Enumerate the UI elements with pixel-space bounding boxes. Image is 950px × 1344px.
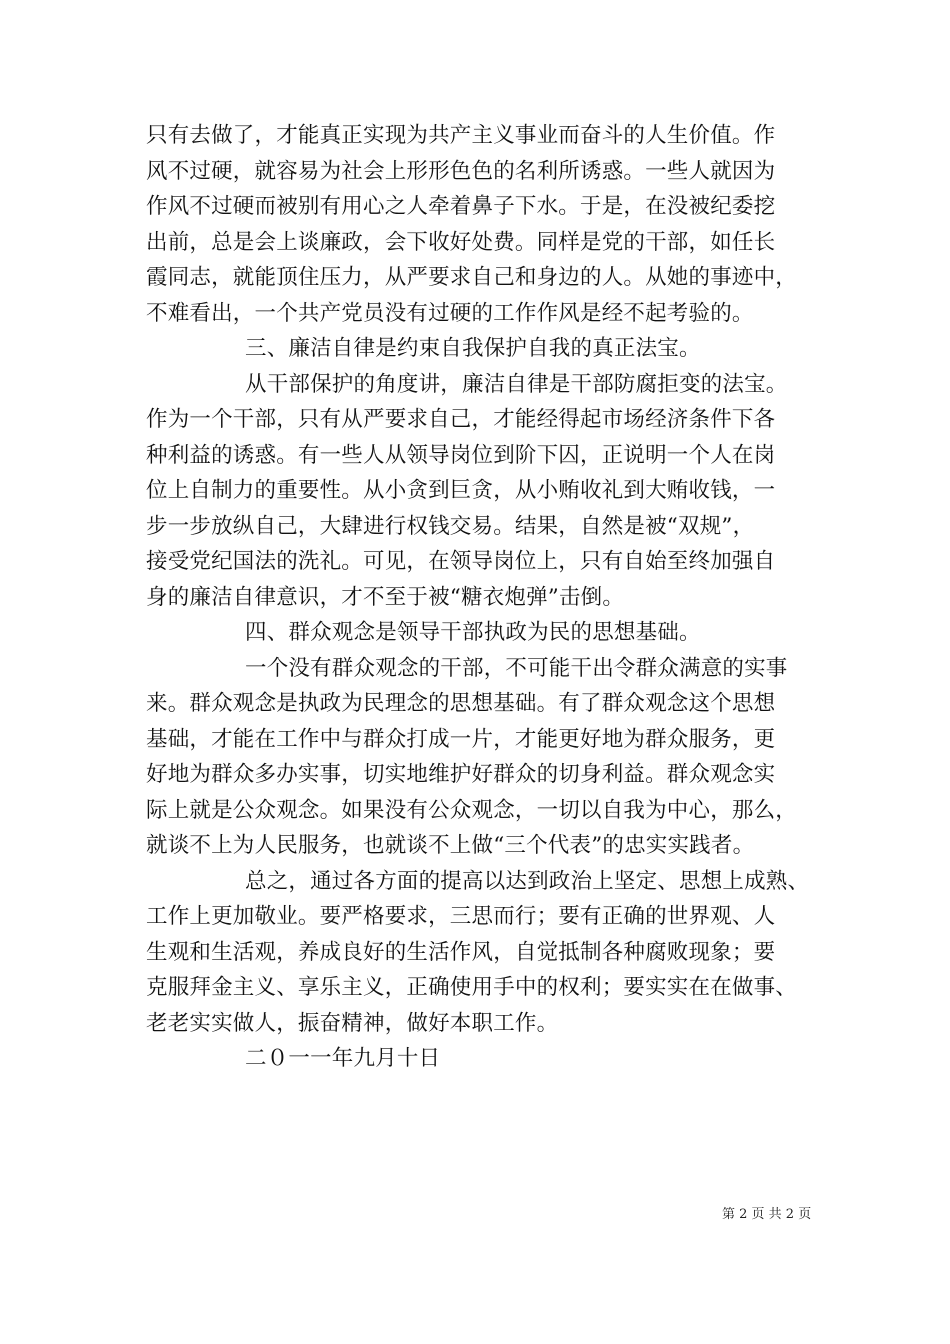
body-line: 出前，总是会上谈廉政，会下收好处费。同样是党的干部，如任长 <box>146 229 776 255</box>
body-line: 霞同志，就能顶住压力，从严要求自己和身边的人。从她的事迹中， <box>146 265 798 290</box>
body-line: 只有去做了，才能真正实现为共产主义事业而奋斗的人生价值。作 <box>146 123 776 148</box>
body-line: 一个没有群众观念的干部，不可能干出令群众满意的实事 <box>245 655 788 681</box>
body-line: 作为一个干部，只有从严要求自己，才能经得起市场经济条件下各 <box>146 407 776 432</box>
body-line: 基础，才能在工作中与群众打成一片，才能更好地为群众服务，更 <box>146 726 776 752</box>
document-body <box>146 118 816 1077</box>
section-heading-3: 三、廉洁自律是约束自我保护自我的真正法宝。 <box>245 336 701 361</box>
body-line: 位上自制力的重要性。从小贪到巨贪，从小贿收礼到大贿收钱，一 <box>146 478 776 503</box>
body-line: 接受党纪国法的洗礼。可见，在领导岗位上，只有自始至终加强自 <box>146 549 776 574</box>
body-line: 好地为群众多办实事，切实地维护好群众的切身利益。群众观念实 <box>146 762 776 787</box>
body-line: 步一步放纵自己，大肆进行权钱交易。结果，自然是被“双规”， <box>146 513 755 539</box>
body-line: 风不过硬，就容易为社会上形形色色的名利所诱惑。一些人就因为 <box>146 158 776 184</box>
document-date: 二０一一年九月十日 <box>245 1046 441 1071</box>
body-line: 种利益的诱惑。有一些人从领导岗位到阶下囚，正说明一个人在岗 <box>146 442 776 468</box>
body-line: 工作上更加敬业。要严格要求，三思而行；要有正确的世界观、人 <box>146 904 776 929</box>
page-number-footer: 第 2 页 共 2 页 <box>722 1207 812 1222</box>
body-line: 从干部保护的角度讲，廉洁自律是干部防腐拒变的法宝。 <box>245 371 788 397</box>
body-line: 来。群众观念是执政为民理念的思想基础。有了群众观念这个思想 <box>146 691 776 716</box>
body-line: 就谈不上为人民服务，也就谈不上做“三个代表”的忠实实践者。 <box>146 833 755 858</box>
section-heading-4: 四、群众观念是领导干部执政为民的思想基础。 <box>245 620 701 645</box>
body-line: 际上就是公众观念。如果没有公众观念，一切以自我为中心，那么， <box>146 797 798 823</box>
body-line: 老老实实做人，振奋精神，做好本职工作。 <box>146 1010 559 1036</box>
body-line: 生观和生活观，养成良好的生活作风，自觉抵制各种腐败现象；要 <box>146 939 776 965</box>
body-line: 身的廉洁自律意识，才不至于被“糖衣炮弹”击倒。 <box>146 584 625 610</box>
conclusion-line: 总之，通过各方面的提高以达到政治上坚定、思想上成熟、 <box>245 868 810 894</box>
body-line: 不难看出，一个共产党员没有过硬的工作作风是经不起考验的。 <box>146 300 754 326</box>
body-line: 克服拜金主义、享乐主义，正确使用手中的权利；要实实在在做事、 <box>146 975 798 1000</box>
body-line: 作风不过硬而被别有用心之人牵着鼻子下水。于是，在没被纪委挖 <box>146 194 776 219</box>
